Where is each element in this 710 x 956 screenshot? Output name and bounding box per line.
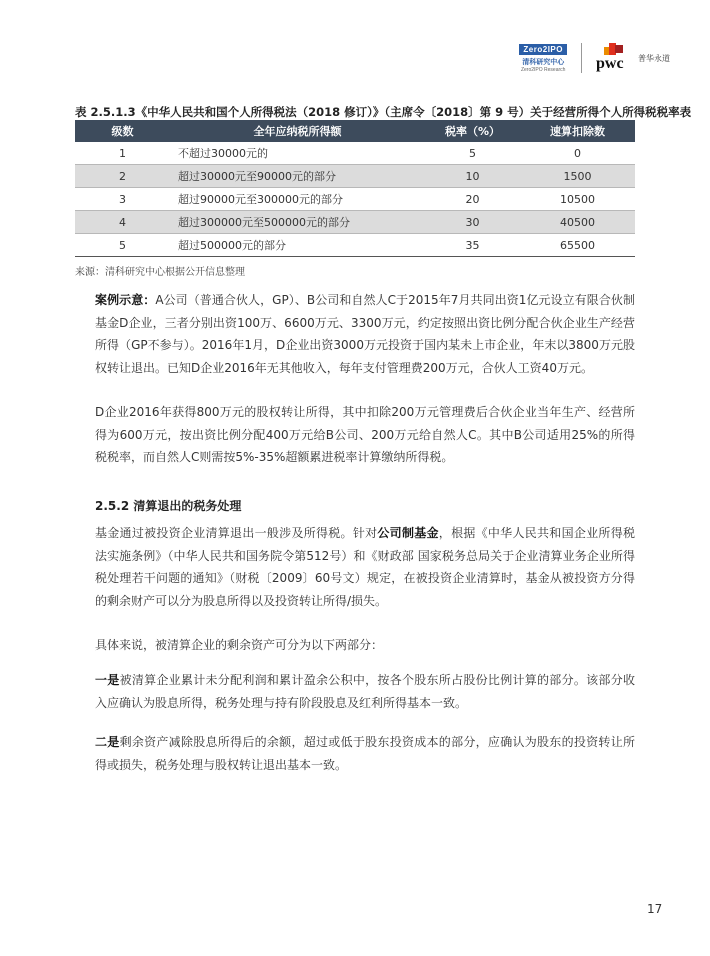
- header-level: 级数: [75, 120, 170, 142]
- zero2ipo-logo-cn: 清科研究中心: [522, 57, 565, 66]
- case-example-paragraph: [95, 289, 635, 379]
- part-one-text: 被清算企业累计未分配利润和累计盈余公积中，按各个股东所占股份比例计算的部分。该部分收入应确认为股息所得，税务处理与持有阶段股息及红利所得基本一致。: [95, 673, 635, 710]
- cell-deduction: 1500: [520, 165, 635, 188]
- part-two-label: 二是: [95, 735, 120, 749]
- cell-income: 超过500000元的部分: [170, 234, 425, 257]
- cell-rate: 5: [425, 142, 520, 165]
- table-title: 表 2.5.1.3《中华人民共和国个人所得税法（2018 修订）》（主席令〔2018〕第 9 号）关于经营所得个人所得税税率表: [75, 105, 692, 119]
- table-row: [75, 165, 635, 188]
- cell-level: 3: [75, 188, 170, 211]
- pwc-cn-name: 普华永道: [638, 53, 670, 63]
- table-row: [75, 234, 635, 257]
- header-divider: [581, 43, 582, 73]
- cell-deduction: 40500: [520, 211, 635, 234]
- cell-rate: 30: [425, 211, 520, 234]
- cell-income: 超过30000元至90000元的部分: [170, 165, 425, 188]
- header-income: 全年应纳税所得额: [170, 120, 425, 142]
- table-row: [75, 142, 635, 165]
- cell-rate: 20: [425, 188, 520, 211]
- cell-rate: 10: [425, 165, 520, 188]
- zero2ipo-logo: [519, 44, 567, 73]
- header-deduction: 速算扣除数: [520, 120, 635, 142]
- part-one-label: 一是: [95, 673, 120, 687]
- case-example-text: A公司（普通合伙人，GP）、B公司和自然人C于2015年7月共同出资1亿元设立有限合伙制基金D企业，三者分别出资100万、6600万元、3300万元，约定按照出资比例分配合伙企业生产经营所得（GP不参与）。2016年1月，D企业出资3000万元投资于国内某未上市企业，年末以3800万元股权转让退出。已知D企业2016年无其他收入，每年支付管理费200万元，合伙人工资40万元。: [95, 293, 635, 375]
- liquidation-text-b: ，根据《中华人民共和国企业所得税法实施条例》（中华人民共和国务院令第512号）和《财政部 国家税务总局关于企业清算业务企业所得税处理若干问题的通知》（财税〔2009〕60号文）规定，在被投资企业清算时，基金从被投资方分得的剩余财产可以分为股息所得以及投资转让所得/损失。: [95, 526, 635, 608]
- pwc-logo-mark: [596, 43, 630, 73]
- header-rate: 税率（%）: [425, 120, 520, 142]
- cell-deduction: 65500: [520, 234, 635, 257]
- page-number: 17: [647, 902, 663, 916]
- section-heading: 2.5.2 清算退出的税务处理: [95, 499, 242, 513]
- cell-level: 1: [75, 142, 170, 165]
- table-row: [75, 211, 635, 234]
- cell-deduction: 10500: [520, 188, 635, 211]
- cell-income: 不超过30000元的: [170, 142, 425, 165]
- pwc-blocks-icon: [604, 43, 624, 55]
- cell-deduction: 0: [520, 142, 635, 165]
- cell-level: 4: [75, 211, 170, 234]
- part-one-paragraph: [95, 669, 635, 714]
- case-example-label: 案例示意：: [95, 293, 156, 307]
- table-row: [75, 188, 635, 211]
- cell-level: 2: [75, 165, 170, 188]
- liquidation-text-bold: 公司制基金: [377, 526, 439, 540]
- breakdown-intro-paragraph: 具体来说，被清算企业的剩余资产可分为以下两部分：: [95, 638, 384, 652]
- liquidation-intro-paragraph: [95, 522, 635, 612]
- zero2ipo-logo-en: Zero2IPO Research: [520, 66, 566, 73]
- pwc-wordmark: pwc: [596, 55, 624, 72]
- zero2ipo-logo-mark: Zero2IPO: [519, 44, 567, 55]
- tax-rate-table: [75, 120, 635, 257]
- table-header-row: [75, 120, 635, 142]
- liquidation-text-a: 基金通过被投资企业清算退出一般涉及所得税。针对: [95, 526, 378, 540]
- pwc-logo: [596, 43, 670, 73]
- table-source-note: 来源：清科研究中心根据公开信息整理: [75, 267, 245, 278]
- cell-level: 5: [75, 234, 170, 257]
- case-analysis-paragraph: D企业2016年获得800万元的股权转让所得，其中扣除200万元管理费后合伙企业当年生产、经营所得为600万元，按出资比例分配400万元给B公司、200万元给自然人C。其中B公司适用25%的所得税税率，而自然人C则需按5%-35%超额累进税率计算缴纳所得税。: [95, 405, 635, 464]
- part-two-text: 剩余资产减除股息所得后的余额，超过或低于股东投资成本的部分，应确认为股东的投资转让所得或损失，税务处理与股权转让退出基本一致。: [95, 735, 635, 772]
- part-two-paragraph: [95, 731, 635, 776]
- cell-income: 超过300000元至500000元的部分: [170, 211, 425, 234]
- cell-rate: 35: [425, 234, 520, 257]
- cell-income: 超过90000元至300000元的部分: [170, 188, 425, 211]
- page-header: [519, 40, 670, 76]
